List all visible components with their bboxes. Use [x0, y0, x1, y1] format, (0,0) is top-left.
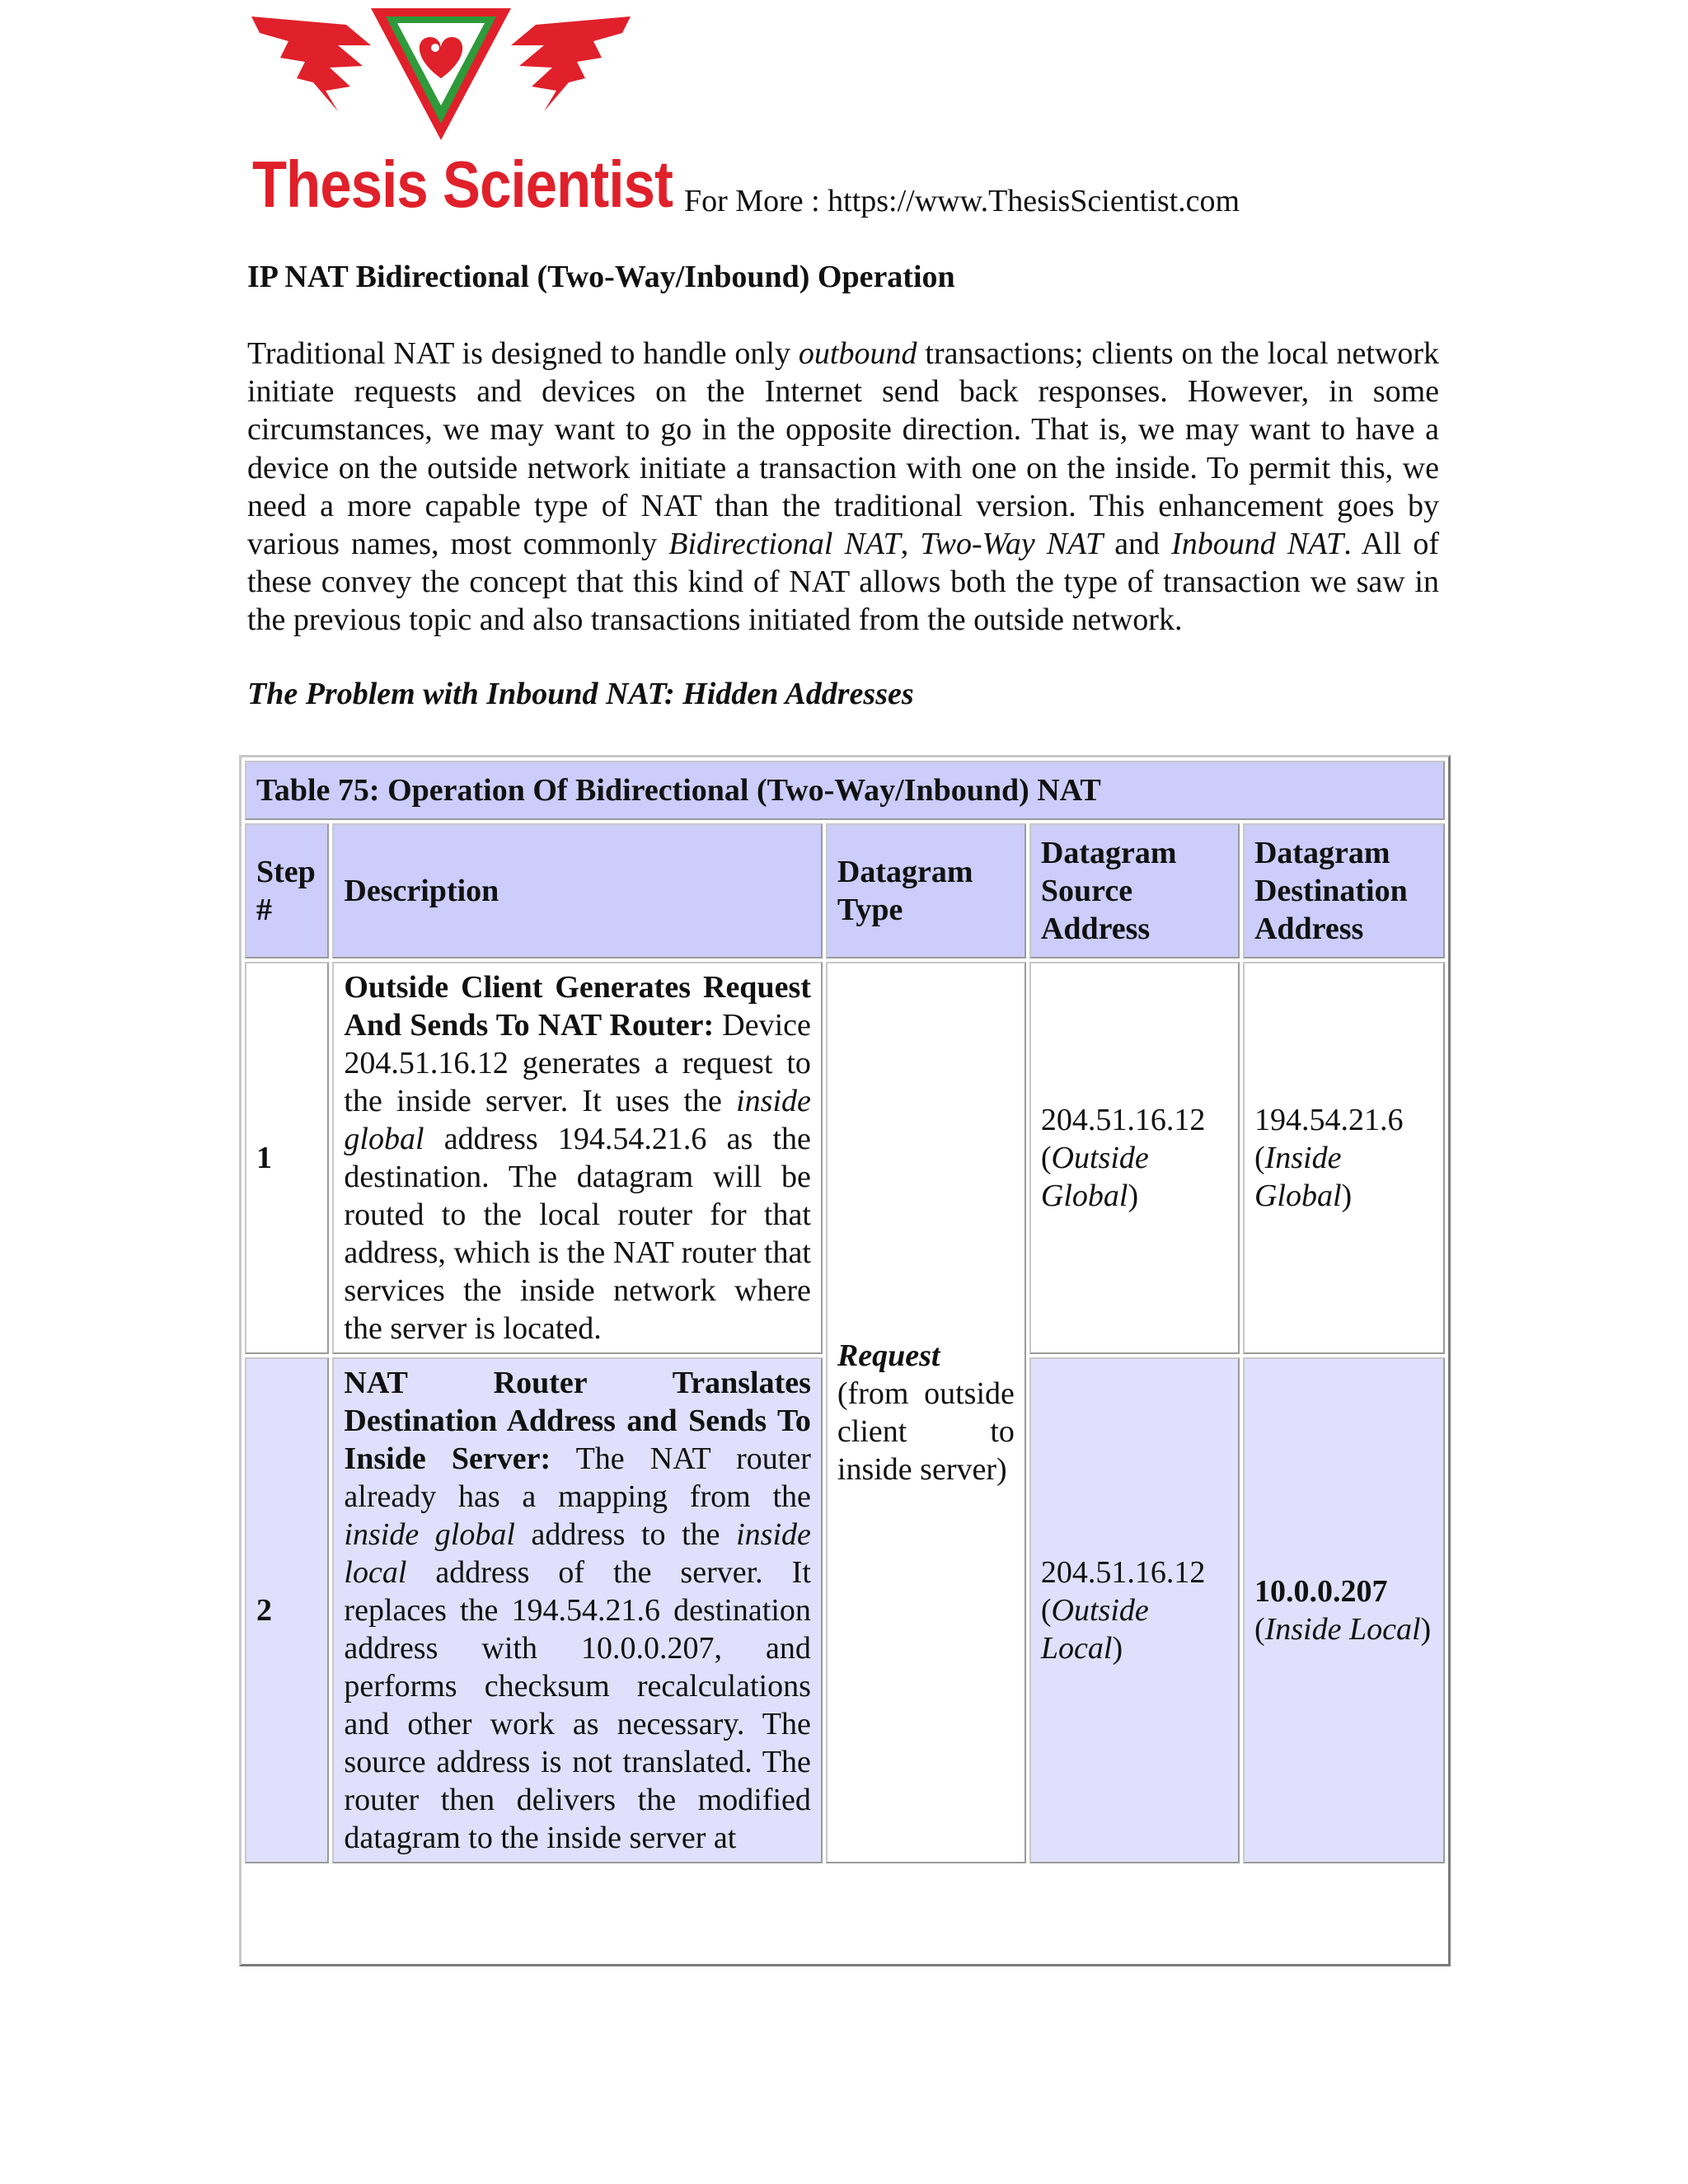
table-caption: Table 75: Operation Of Bidirectional (Two-Way/Inbound) NAT: [245, 761, 1445, 820]
table-row: [245, 962, 1445, 1354]
header-source-address: Datagram Source Address: [1029, 823, 1240, 958]
intro-paragraph: Traditional NAT is designed to handle only outbound transactions; clients on the local network initiate requests and devices on the Internet send back responses. However, in some circumstances, we may want to go in the opposite direction. That is, we may want to have a device on the outside network initiate a transaction with one on the inside. To permit this, we need a more capable type of NAT than the traditional version. This enhancement goes by various names, most commonly Bidirectional NAT, Two-Way NAT and Inbound NAT. All of these convey the concept that this kind of NAT allows both the type of transaction we saw in the previous topic and also transactions initiated from the outside network.: [247, 336, 1439, 638]
header-step: Step #: [245, 823, 329, 958]
step-number: 2: [245, 1357, 329, 1863]
datagram-type-cell: Request (from outside client to inside server): [826, 962, 1026, 1863]
subsection-heading: The Problem with Inbound NAT: Hidden Addresses: [247, 677, 914, 711]
source-address-cell: 204.51.16.12 (Outside Local): [1029, 1357, 1240, 1863]
source-address-cell: 204.51.16.12 (Outside Global): [1029, 962, 1240, 1354]
destination-address-cell: 10.0.0.207 (Inside Local): [1243, 1357, 1445, 1863]
step-number: 1: [245, 962, 329, 1354]
logo-text: Thesis Scientist: [252, 148, 673, 221]
nat-operation-table: [241, 757, 1448, 1867]
website-link-text: For More : https://www.ThesisScientist.com: [684, 184, 1240, 218]
step-description: Outside Client Generates Request And Sends To NAT Router: Device 204.51.16.12 generates a request to the inside server. It uses the inside global address 194.54.21.6 as the destination. The datagram will be routed to the local router for that address, which is the NAT router that services the inside network where the server is located.: [332, 962, 822, 1354]
section-title: IP NAT Bidirectional (Two-Way/Inbound) Operation: [247, 260, 955, 294]
header-destination-address: Datagram Destination Address: [1243, 823, 1445, 958]
step-description: NAT Router Translates Destination Address and Sends To Inside Server: The NAT router already has a mapping from the inside global address to the inside local address of the server. It replaces the 194.54.21.6 destination address with 10.0.0.207, and performs checksum recalculations and other work as necessary. The source address is not translated. The router then delivers the modified datagram to the inside server at: [332, 1357, 822, 1863]
nat-operation-table-frame: [239, 755, 1451, 1966]
destination-address-cell: 194.54.21.6 (Inside Global): [1243, 962, 1445, 1354]
header-description: Description: [332, 823, 822, 958]
header-datagram-type: Datagram Type: [826, 823, 1026, 958]
